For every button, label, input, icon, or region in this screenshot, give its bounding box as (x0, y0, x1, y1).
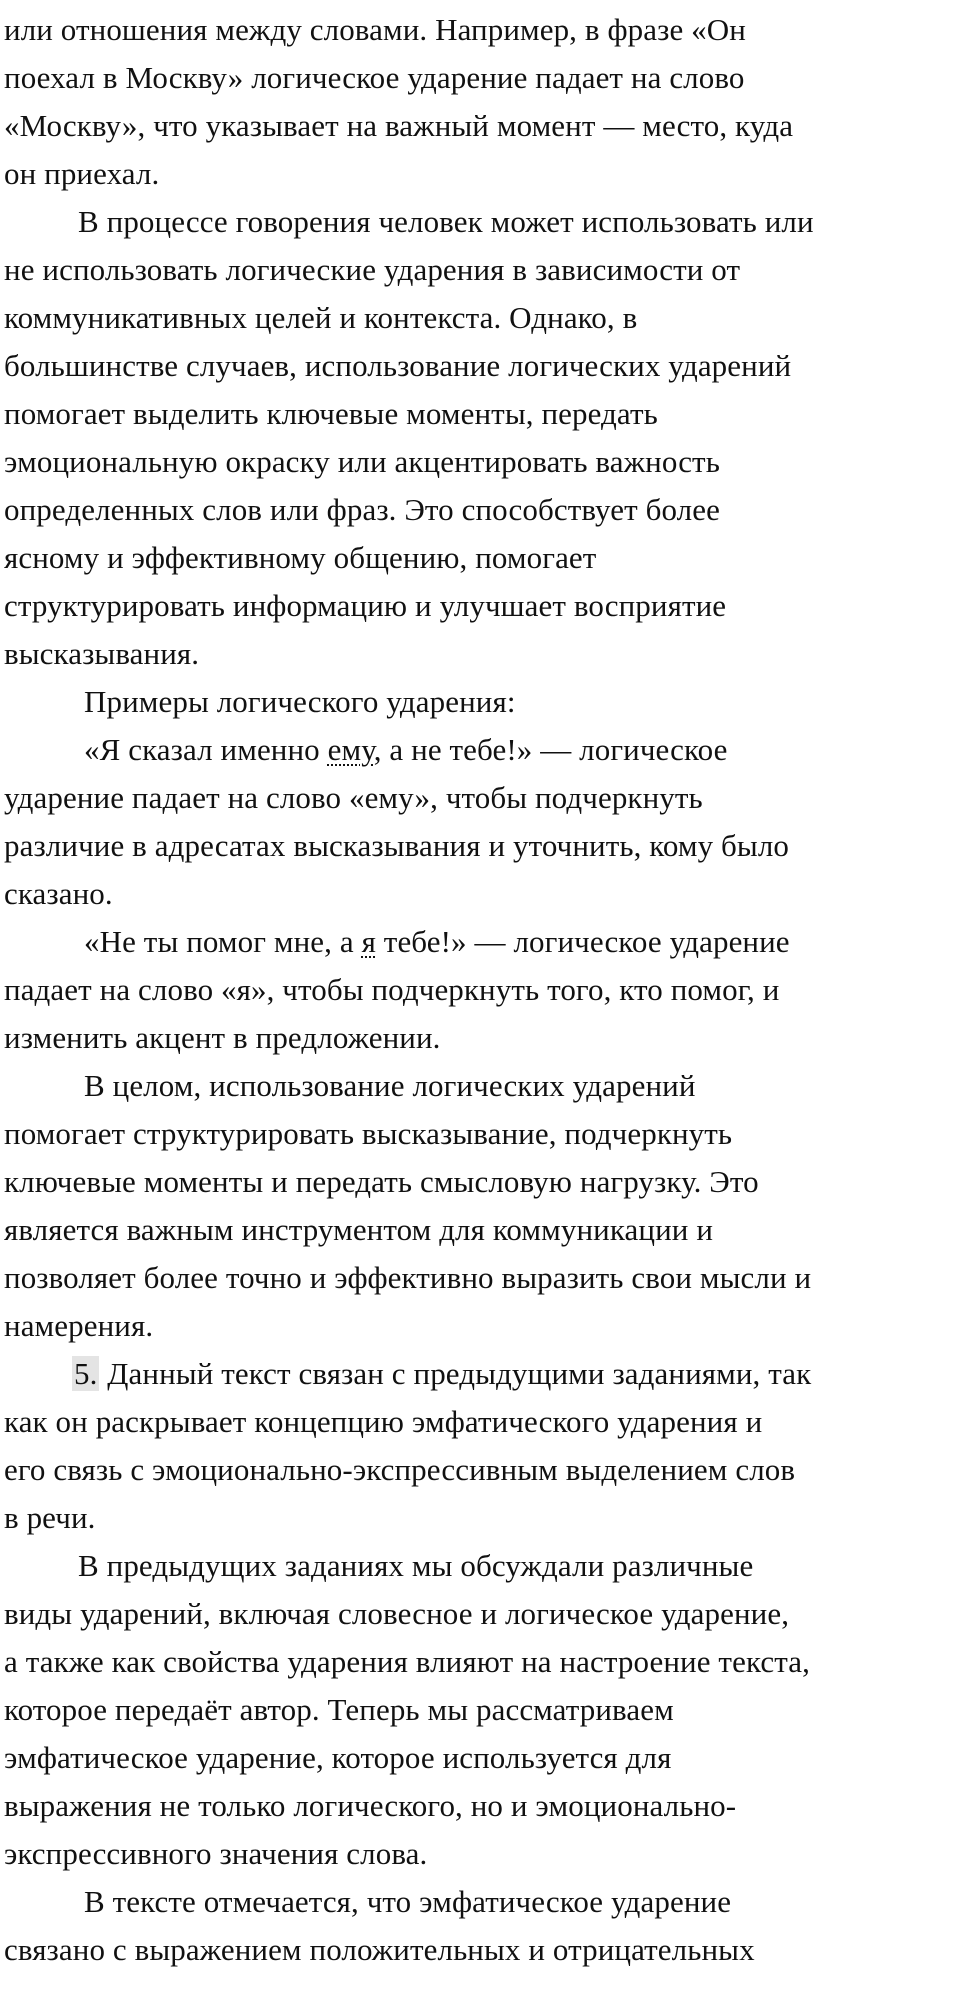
text-line: а также как свойства ударения влияют на настроение текста, (4, 1644, 810, 1679)
text-line: которое передаёт автор. Теперь мы рассматриваем (4, 1692, 674, 1727)
task-five-line (72, 1358, 811, 1389)
paragraph-first-line: В целом, использование логических ударений (84, 1068, 696, 1103)
text-line: ключевые моменты и передать смысловую нагрузку. Это (4, 1164, 759, 1199)
text-line: поехал в Москву» логическое ударение падает на слово (4, 60, 745, 95)
example-two-line (84, 926, 790, 957)
text-line: структурировать информацию и улучшает восприятие (4, 588, 727, 623)
text-line: его связь с эмоционально-экспрессивным выделением слов (4, 1452, 796, 1487)
task-five-text: Данный текст связан с предыдущими заданиями, так (99, 1356, 812, 1391)
task-number: 5. (74, 1356, 98, 1391)
example-one-line (84, 734, 727, 765)
text-line: не использовать логические ударения в зависимости от (4, 252, 741, 287)
text-line: помогает выделить ключевые моменты, передать (4, 396, 658, 431)
paragraph-first-line: В процессе говорения человек может использовать или (78, 204, 814, 239)
text-line: как он раскрывает концепцию эмфатического ударения и (4, 1404, 763, 1439)
example-one-before: «Я сказал именно (84, 732, 328, 767)
text-line: изменить акцент в предложении. (4, 1020, 441, 1055)
example-two-after: тебе!» — логическое ударение (375, 924, 790, 959)
text-line: намерения. (4, 1308, 154, 1343)
text-line: выражения не только логического, но и эмоционально- (4, 1788, 737, 1823)
text-line: различие в адресатах высказывания и уточнить, кому было (4, 828, 790, 863)
text-line: большинстве случаев, использование логических ударений (4, 348, 792, 383)
paragraph-first-line: В тексте отмечается, что эмфатическое ударение (84, 1884, 732, 1919)
example-two-before: «Не ты помог мне, а (84, 924, 362, 959)
paragraph-first-line: В предыдущих заданиях мы обсуждали различные (78, 1548, 754, 1583)
examples-heading: Примеры логического ударения: (84, 684, 516, 719)
text-line: в речи. (4, 1500, 96, 1535)
text-line: сказано. (4, 876, 113, 911)
example-one-after: , а не тебе!» — логическое (373, 732, 728, 767)
stressed-word: я (361, 924, 376, 959)
text-line: падает на слово «я», чтобы подчеркнуть того, кто помог, и (4, 972, 780, 1007)
text-line: помогает структурировать высказывание, подчеркнуть (4, 1116, 733, 1151)
text-line: коммуникативных целей и контекста. Однако, в (4, 300, 638, 335)
text-line: он приехал. (4, 156, 160, 191)
text-line: эмфатическое ударение, которое используется для (4, 1740, 672, 1775)
text-line: позволяет более точно и эффективно выразить свои мысли и (4, 1260, 812, 1295)
text-line: связано с выражением положительных и отрицательных (4, 1932, 755, 1967)
text-line: «Москву», что указывает на важный момент — место, куда (4, 108, 794, 143)
text-line: высказывания. (4, 636, 200, 671)
text-line: или отношения между словами. Например, в фразе «Он (4, 12, 746, 47)
text-line: является важным инструментом для коммуникации и (4, 1212, 714, 1247)
text-line: виды ударений, включая словесное и логическое ударение, (4, 1596, 790, 1631)
text-line: экспрессивного значения слова. (4, 1836, 428, 1871)
text-line: ударение падает на слово «ему», чтобы подчеркнуть (4, 780, 703, 815)
text-line: ясному и эффективному общению, помогает (4, 540, 597, 575)
stressed-word: ему (327, 732, 374, 767)
text-line: определенных слов или фраз. Это способствует более (4, 492, 720, 527)
text-line: эмоциональную окраску или акцентировать важность (4, 444, 720, 479)
